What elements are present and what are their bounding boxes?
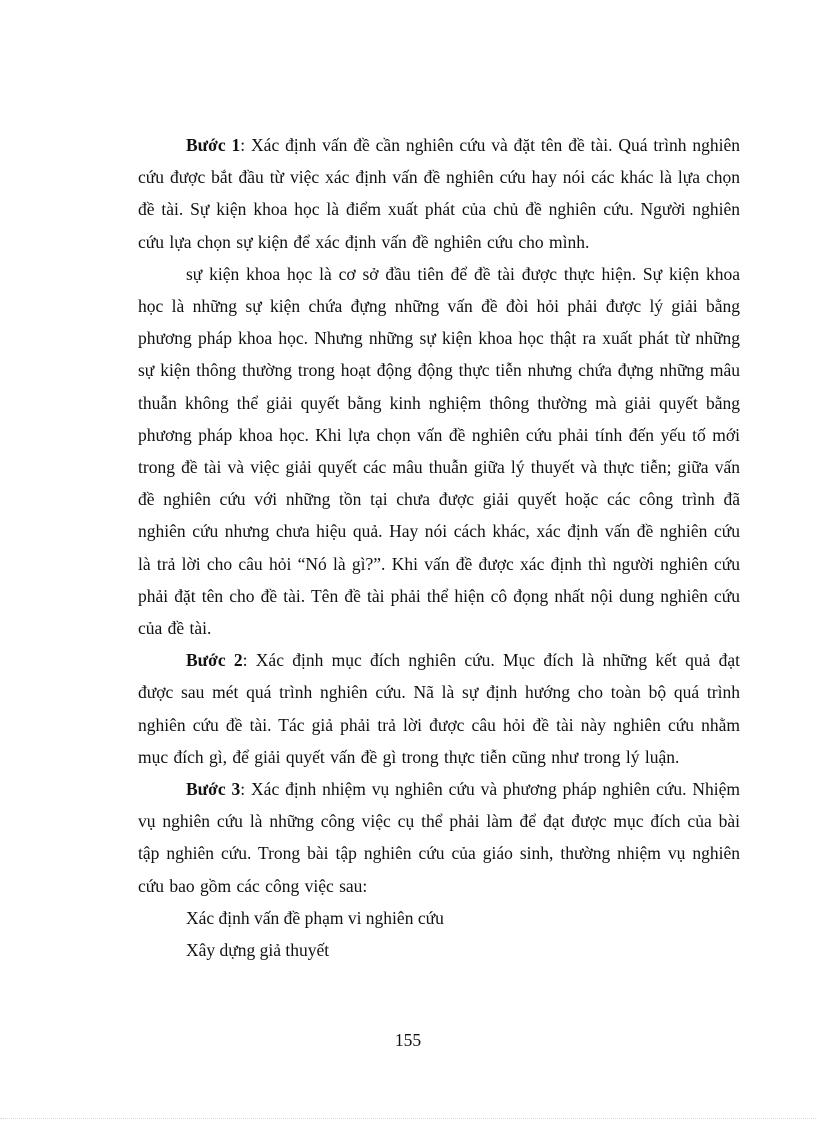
step-2-text: : Xác định mục đích nghiên cứu. Mục đích là những kết quả đạt được sau mét quá trình nghiên cứu. Nã là sự định hướng cho toàn bộ quá trình nghiên cứu đề tài. Tác giả phải trả lời được câu hỏi đề tài này nghiên cứu nhằm mục đích gì, để giải quyết vấn đề gì trong thực tiễn cũng như trong lý luận. (138, 650, 740, 767)
step-1-text: : Xác định vấn đề cần nghiên cứu và đặt tên đề tài. Quá trình nghiên cứu được bắt đầu từ việc xác định vấn đề nghiên cứu hay nói các khác là lựa chọn đề tài. Sự kiện khoa học là điểm xuất phát của chủ đề nghiên cứu. Người nghiên cứu lựa chọn sự kiện để xác định vấn đề nghiên cứu cho mình. (138, 135, 740, 252)
page-bottom-divider (0, 1118, 816, 1119)
document-body (138, 129, 740, 966)
page-number: 155 (394, 1030, 422, 1050)
step-2-heading: Bước 2 (186, 650, 243, 671)
scientific-events-text: sự kiện khoa học là cơ sở đầu tiên để đề tài được thực hiện. Sự kiện khoa học là những sự kiện chứa đựng những vấn đề đòi hỏi phải được lý giải bằng phương pháp khoa học. Nhưng những sự kiện khoa học thật ra xuất phát từ những sự kiện thông thường trong hoạt động động thực tiễn nhưng chứa đựng những mâu thuẫn không thể giải quyết bằng kinh nghiệm thông thường mà giải quyết bằng phương pháp khoa học. Khi lựa chọn vấn đề nghiên cứu phải tính đến yếu tố mới trong đề tài và việc giải quyết các mâu thuẫn giữa lý thuyết và thực tiễn; giữa vấn đề nghiên cứu với những tồn tại chưa được giải quyết hoặc các công trình đã nghiên cứu nhưng chưa hiệu quả. Hay nói cách khác, xác định vấn đề nghiên cứu là trả lời cho câu hỏi “Nó là gì?”. Khi vấn đề được xác định thì người nghiên cứu phải đặt tên cho đề tài. Tên đề tài phải thể hiện cô đọng nhất nội dung nghiên cứu của đề tài. (138, 263, 740, 639)
list-item-hypothesis: Xây dựng giả thuyết (186, 940, 330, 961)
paragraph-step-1 (138, 129, 740, 258)
list-item-scope: Xác định vấn đề phạm vi nghiên cứu (186, 907, 444, 928)
paragraph-step-2 (138, 644, 740, 773)
paragraph-step-3 (138, 773, 740, 902)
step-3-text: : Xác định nhiệm vụ nghiên cứu và phương pháp nghiên cứu. Nhiệm vụ nghiên cứu là những công việc cụ thể phải làm để đạt được mục đích của bài tập nghiên cứu. Trong bài tập nghiên cứu của giáo sinh, thường nhiệm vụ nghiên cứu bao gồm các công việc sau: (138, 779, 740, 896)
step-1-heading: Bước 1 (186, 135, 241, 155)
step-3-heading: Bước 3 (186, 779, 241, 800)
paragraph-scientific-events (138, 258, 740, 644)
